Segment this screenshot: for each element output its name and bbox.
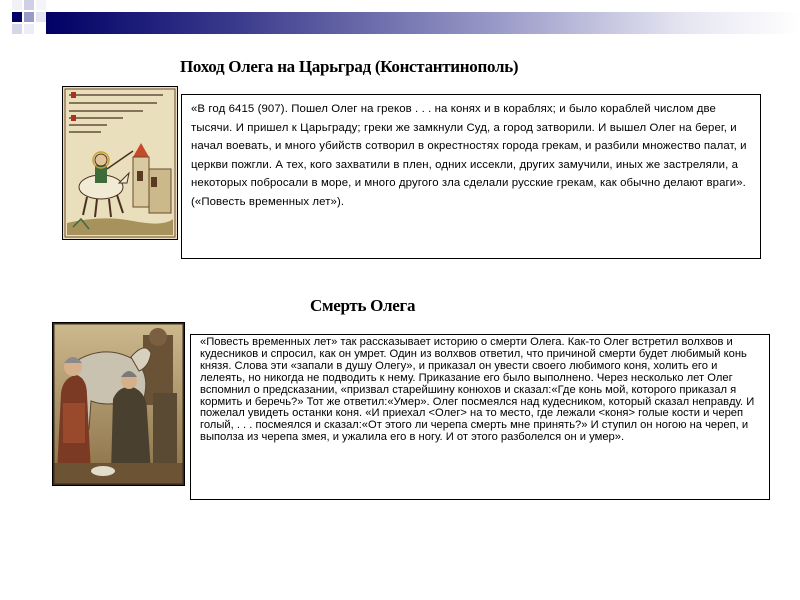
decor-square	[12, 0, 22, 10]
chronicle-miniature-image	[62, 86, 178, 240]
painting-illustration	[53, 323, 184, 485]
header-band	[46, 12, 800, 34]
decor-square	[36, 0, 46, 10]
quote-text-campaign: «В год 6415 (907). Пошел Олег на греков . . . на конях и в кораблях; и было кораблей числом две тысячи. И пришел к Царьграду; греки же замкнули Суд, а город затворили. И вышел Олег на берег, и начал воевать, и много убийств сотворил в окрестностях города грекам, и разбили множество палат, и церкви пожгли. А тех, кого захватили в плен, одних иссекли, других замучили, иных же застреляли, а некоторых побросали в море, и много другого зла сделали русские грекам, как обычно делают враги». («Повесть временных лет»).	[191, 103, 747, 208]
decor-square	[12, 24, 22, 34]
quote-box-death	[190, 334, 770, 500]
quote-box-campaign	[181, 94, 761, 259]
decor-square	[24, 24, 34, 34]
section-title-death: Смерть Олега	[310, 296, 416, 315]
decor-square	[24, 12, 34, 22]
painting-image	[52, 322, 185, 486]
decor-square	[12, 12, 22, 22]
quote-text-death: «Повесть временных лет» так рассказывает историю о смерти Олега. Как-то Олег встретил волхвов и кудесников и спросил, как он умрет. Один из волхвов ответил, что причиной смерти будет любимый конь князя. Слова эти «запали в душу Олегу», и приказал он увести своего любимого коня, холить его и лелеять, но никогда не подводить к нему. Приказание его было выполнено. Через несколько лет Олег вспомнил о предсказании, «призвал старейшину конюхов и сказал:«Где конь мой, которого приказал я кормить и беречь?» Тот же ответил:«Умер». Олег посмеялся над кудесником, который сказал неправду. И пожелал увидеть останки коня. «И приехал <Олег> на то место, где лежали <коня> голые кости и череп голый, . . . посмеялся и сказал:«От этого ли черепа смерть мне принять?» И ступил он ногою на череп, и выполза из черепа змея, и ужалила его в ногу. И от этого разболелся он и умер».	[200, 336, 755, 444]
decor-square	[36, 12, 46, 22]
miniature-illustration	[63, 87, 177, 239]
section-title-campaign: Поход Олега на Царьград (Константинополь)	[180, 57, 519, 76]
decor-square	[24, 0, 34, 10]
